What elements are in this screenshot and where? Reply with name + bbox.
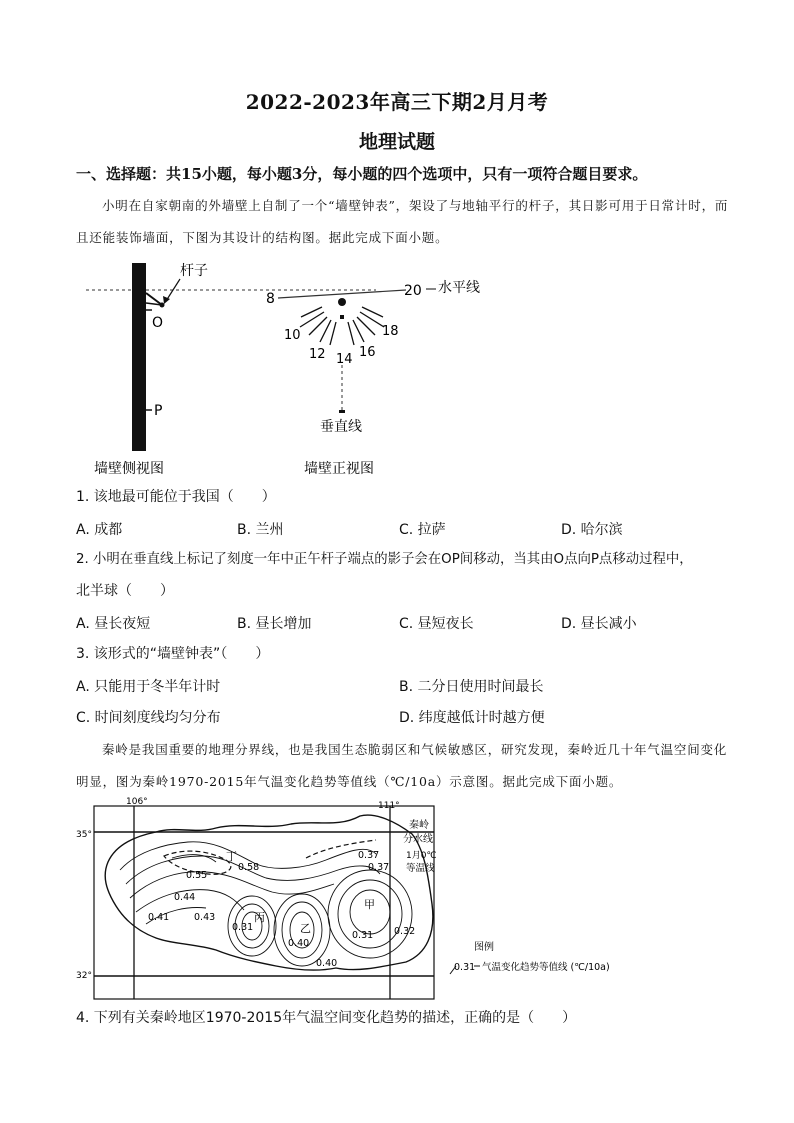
hour-8: 8	[266, 291, 275, 307]
lon-106-label: 106°	[126, 797, 148, 807]
point-p-label: P	[154, 403, 163, 419]
rod-label: 杆子	[180, 263, 208, 279]
value-058: 0.58	[238, 862, 260, 873]
legend-text: 气温变化趋势等值线 (℃/10a)	[482, 962, 610, 973]
lon-111-label: 111°	[378, 801, 400, 811]
qinling-label-2: 分水线	[403, 834, 433, 845]
value-031a: 0.31	[232, 922, 254, 933]
value-044: 0.44	[174, 892, 196, 903]
value-032: 0.32	[394, 926, 416, 937]
q2-option-a[interactable]: A. 昼长夜短	[76, 616, 151, 632]
question-2-stem-line2: 北半球（ ）	[76, 583, 174, 599]
rod-tip	[160, 303, 165, 308]
question-2-stem-line1: 2. 小明在垂直线上标记了刻度一年中正午杆子端点的影子会在OP间移动，当其由O点向P点移动过程中，	[76, 552, 693, 567]
value-031b: 0.31	[352, 930, 374, 941]
exam-title: 2022-2023年高三下期2月月考	[245, 90, 549, 114]
q2-option-d[interactable]: D. 昼长减小	[561, 616, 637, 632]
hour-12: 12	[309, 347, 326, 362]
q3-option-d[interactable]: D. 纬度越低计时越方便	[399, 710, 545, 726]
passage-2: 秦岭是我国重要的地理分界线，也是我国生态脆弱区和气候敏感区，研究发现，秦岭近几十年气温空间变化明显，图为秦岭1970-2015年气温变化趋势等值线（℃/10a）示意图。据此完成下面小题。	[76, 742, 728, 789]
jan0-label-2: 等温线	[406, 863, 435, 874]
place-bing: 丙	[254, 911, 265, 924]
hour-20: 20	[404, 283, 422, 299]
value-043: 0.43	[194, 912, 216, 923]
side-view-label: 墙壁侧视图	[94, 461, 164, 477]
legend-value: 0.31	[454, 962, 476, 973]
front-view-label: 墙壁正视图	[304, 461, 374, 477]
hour-16: 16	[359, 345, 376, 360]
value-037a: 0.37	[358, 850, 380, 861]
q3-option-c[interactable]: C. 时间刻度线均匀分布	[76, 710, 221, 726]
horizontal-line	[278, 290, 406, 298]
question-3-stem: 3. 该形式的“墙壁钟表”（ ）	[76, 646, 270, 662]
q2-option-c[interactable]: C. 昼短夜长	[399, 616, 474, 632]
section-heading: 一、选择题：共15小题，每小题3分，每小题的四个选项中，只有一项符合题目要求。	[76, 165, 648, 183]
value-041: 0.41	[148, 912, 170, 923]
vertical-label: 垂直线	[320, 419, 362, 435]
q2-option-b[interactable]: B. 昼长增加	[237, 616, 312, 632]
q1-option-c[interactable]: C. 拉萨	[399, 522, 446, 538]
q3-option-a[interactable]: A. 只能用于冬半年计时	[76, 679, 221, 695]
subject-title: 地理试题	[358, 131, 435, 153]
place-ding: 丁	[226, 850, 237, 863]
hour-18: 18	[382, 324, 399, 339]
wall-side-view	[132, 263, 146, 451]
hour-rays	[300, 307, 384, 345]
value-037b: 0.37	[368, 862, 390, 873]
legend-title: 图例	[474, 942, 494, 953]
q1-option-a[interactable]: A. 成都	[76, 522, 123, 538]
horizontal-label: 水平线	[438, 280, 480, 296]
question-1-stem: 1. 该地最可能位于我国（ ）	[76, 489, 276, 505]
lat-35-label: 35°	[76, 830, 92, 840]
q3-option-b[interactable]: B. 二分日使用时间最长	[399, 679, 544, 695]
sundial-figure	[76, 255, 516, 480]
hour-10: 10	[284, 328, 301, 343]
passage-1: 小明在自家朝南的外墙壁上自制了一个“墙壁钟表”，架设了与地轴平行的杆子，其日影可用于日常计时，而且还能装饰墙面，下图为其设计的结构图。据此完成下面小题。	[76, 198, 729, 245]
hour-14: 14	[336, 352, 353, 367]
value-055: 0.55	[186, 870, 208, 881]
place-yi: 乙	[300, 922, 311, 935]
jan0-label-1: 1月0℃	[406, 851, 437, 861]
value-040b: 0.40	[316, 958, 338, 969]
lat-32-label: 32°	[76, 971, 92, 981]
qinling-label-1: 秦岭	[409, 820, 429, 831]
q1-option-b[interactable]: B. 兰州	[237, 522, 284, 538]
value-040a: 0.40	[288, 938, 310, 949]
q1-option-d[interactable]: D. 哈尔滨	[561, 522, 623, 538]
dial-center	[338, 298, 346, 306]
qinling-contour-map	[76, 794, 656, 1004]
point-o-label: O	[152, 315, 164, 331]
place-jia: 甲	[364, 898, 375, 911]
question-4-stem: 4. 下列有关秦岭地区1970-2015年气温空间变化趋势的描述，正确的是（ ）	[76, 1010, 577, 1026]
